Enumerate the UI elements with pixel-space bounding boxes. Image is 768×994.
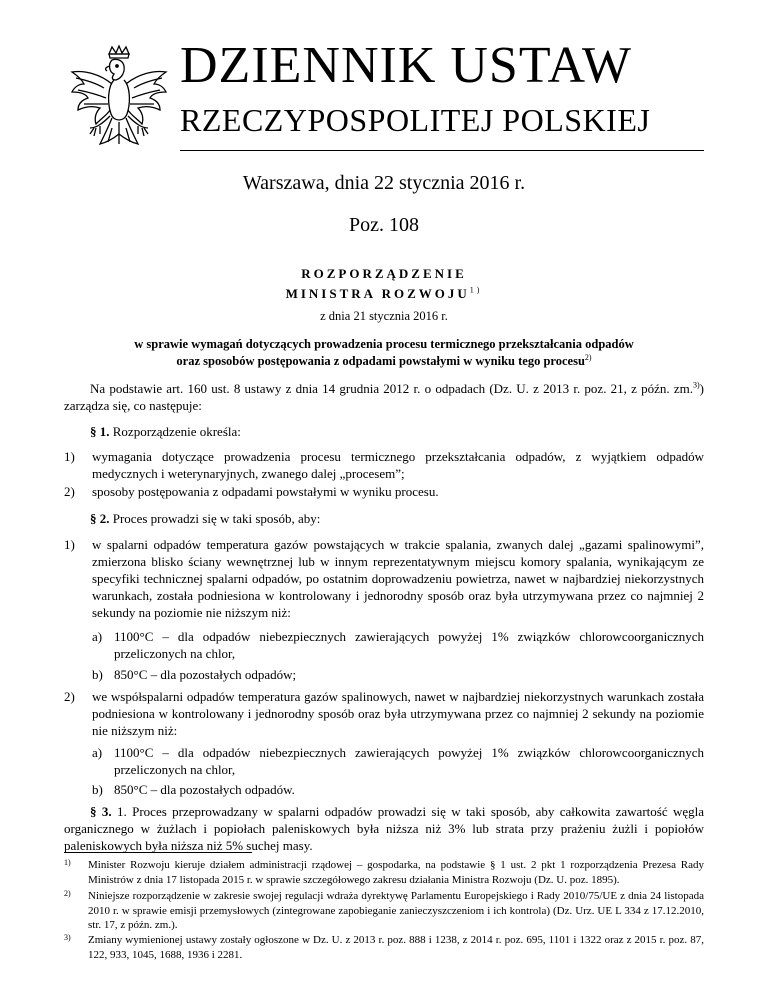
list-item [64,448,704,482]
masthead-divider [180,150,704,151]
sub-item-text: 1100°C – dla odpadów niebezpiecznych zawierających powyżej 1% związków chlorowcoorganicznych przeliczonych na chlor, [114,629,704,661]
footnote-number: 1) [64,858,71,867]
section-1-intro: § 1. Rozporządzenie określa: [90,424,241,439]
sub-item-letter: a) [92,745,103,760]
act-date: z dnia 21 stycznia 2016 r. [320,309,448,323]
footnote-number: 2) [64,889,71,898]
publication-dateline: Warszawa, dnia 22 stycznia 2016 r. [242,172,526,194]
list-item [64,536,704,621]
footnote-number: 3) [64,933,71,942]
item-number: 1) [64,449,75,464]
footnote-text: Minister Rozwoju kieruje działem administracji rządowej – gospodarka, na podstawie § 1 ust. 2 pkt 1 rozporządzenia Prezesa Rady Ministrów z dnia 17 listopada 2015 r. w sprawie szczegółowego zakresu działania Ministra Rozwoju (Dz. U. poz. 1895). [88,859,704,886]
sub-item [92,666,704,683]
gazette-title: DZIENNIK USTAW [180,37,632,94]
section-label: § 3. [90,804,112,819]
item-number: 2) [64,484,75,499]
footnote [64,858,704,887]
list-item [64,483,704,500]
sub-item [92,744,704,778]
item-number: 1) [64,537,75,552]
sub-item [92,628,704,662]
section-label: § 2. [90,511,110,526]
act-subject: w sprawie wymagań dotyczących prowadzenia procesu termicznego przekształcania odpadów oraz sposobów postępowania z odpadami powstałymi w wyniku tego procesu$^{2)}$ [134,337,634,368]
item-text: wymagania dotyczące prowadzenia procesu termicznego przekształcania odpadów, z wyjątkiem odpadów medycznych i weterynaryjnych, zwanego dalej „procesem”; [92,449,704,481]
footnote-ref[interactable]: 2) [584,352,592,362]
footnote-ref[interactable]: 3) [692,380,700,390]
footnote-text: Niniejsze rozporządzenie w zakresie swojej regulacji wdraża dyrektywę Parlamentu Europejskiego i Rady 2010/75/UE z dnia 24 listopada 2010 r. w sprawie emisji przemysłowych (zintegrowane zapobieganie zanieczyszczeniom i ich kontrola) (Dz. Urz. UE L 334 z 17.12.2010, str. 17, z późn. zm.). [88,890,704,931]
item-text: sposoby postępowania z odpadami powstałymi w wyniku procesu. [92,484,439,499]
preamble: Na podstawie art. 160 ust. 8 ustawy z dnia 14 grudnia 2012 r. o odpadach (Dz. U. z 2013 r. poz. 21, z późn. zm.$^{3)}$) zarządza się, co następuje: [64,380,704,413]
footnote-text: Zmiany wymienionej ustawy zostały ogłoszone w Dz. U. z 2013 r. poz. 888 i 1238, z 2014 r. poz. 695, 1101 i 1322 oraz z 2015 r. poz. 87, 122, 933, 1045, 1688, 1936 i 2281. [88,934,704,961]
act-type: ROZPORZĄDZENIE [301,266,467,281]
sub-item-letter: b) [92,782,103,797]
item-number: 2) [64,689,75,704]
list-item [64,688,704,739]
footnote-divider [64,852,252,853]
sub-item-text: 1100°C – dla odpadów niebezpiecznych zawierających powyżej 1% związków chlorowcoorganicznych przeliczonych na chlor, [114,745,704,777]
sub-item-text: 850°C – dla pozostałych odpadów. [114,782,295,797]
sub-item-text: 850°C – dla pozostałych odpadów; [114,667,297,682]
footnote [64,933,704,962]
polish-eagle-emblem-icon [64,44,174,162]
footnote [64,889,704,933]
position-number: Poz. 108 [349,214,419,236]
section-label: § 1. [90,424,110,439]
sub-item-letter: b) [92,667,103,682]
item-text: w spalarni odpadów temperatura gazów powstających w trakcie spalania, zwanych dalej „gazami spalinowymi”, zmierzona blisko ściany wewnętrznej lub w innym reprezentatywnym miejscu komory spalania, wynikającym ze specyfiki technicznej spalarni odpadów, po ostatnim doprowadzeniu powietrza, nawet w najbardziej niekorzystnych warunkach, została podniesiona w kontrolowany i jednorodny sposób oraz była utrzymywana przez co najmniej 2 sekundy na poziomie nie niższym niż: [92,537,704,620]
item-text: we współspalarni odpadów temperatura gazów spalinowych, nawet w najbardziej niekorzystnych warunkach została podniesiona w kontrolowany i jednorodny sposób oraz była utrzymywana przez co najmniej 2 sekundy na poziomie nie niższym niż: [92,689,704,738]
sub-item [92,781,704,798]
footnote-ref[interactable]: 1) [469,285,483,295]
section-2-intro: § 2. Proces prowadzi się w taki sposób, aby: [90,511,321,526]
gazette-subtitle: RZECZYPOSPOLITEJ POLSKIEJ [180,102,651,138]
sub-item-letter: a) [92,629,103,644]
section-3: § 3. 1. Proces przeprowadzany w spalarni odpadów prowadzi się w taki sposób, aby całkowita zawartość węgla organicznego w żużlach i popiołach paleniskowych była niższa niż 3% lub strata przy prażeniu żużli i popiołów paleniskowych była niższa niż 5% suchej masy. [64,804,705,853]
act-author: MINISTRA ROZWOJU$^{1)}$ [285,285,483,301]
